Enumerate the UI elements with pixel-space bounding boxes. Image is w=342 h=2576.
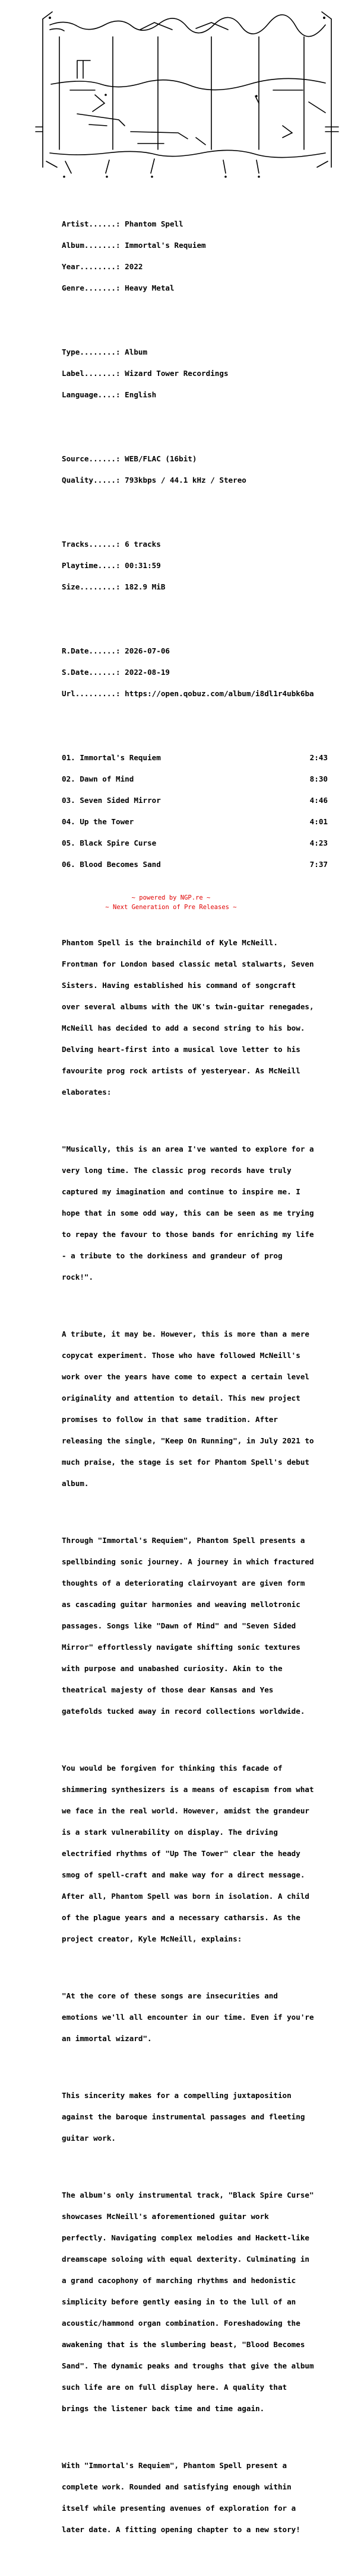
- description-line: a grand cacophony of marching rhythms and hedonistic: [62, 2276, 296, 2285]
- description-line: This sincerity makes for a compelling juxtaposition: [62, 2091, 292, 2100]
- track-title: Seven Sided Mirror: [80, 796, 161, 805]
- genre-label: Genre.......:: [62, 283, 125, 292]
- artist-value: Phantom Spell: [125, 219, 183, 228]
- description-line: smog of spell-craft and make way for a direct message.: [62, 1870, 305, 1879]
- description-line: Sand". The dynamic peaks and troughs that give the album: [62, 2361, 314, 2370]
- description-paragraph: [62, 2448, 335, 2548]
- url-row[interactable]: [62, 690, 335, 697]
- description-line: showcases McNeill's aforementioned guitar work: [62, 2212, 269, 2221]
- tracklist: [62, 740, 335, 882]
- artist-label: Artist......:: [62, 219, 125, 228]
- description-line: very long time. The classic prog records have truly: [62, 1166, 292, 1175]
- description-line: After all, Phantom Spell was born in isolation. A child: [62, 1892, 310, 1901]
- tracks-value: 6 tracks: [125, 540, 161, 549]
- nfo-content: [62, 185, 335, 2576]
- track-row: [62, 818, 328, 825]
- description: [62, 911, 335, 2569]
- description-line: we face in the real world. However, amidst the grandeur: [62, 1806, 310, 1815]
- description-line: against the baroque instrumental passages and fleeting: [62, 2112, 305, 2121]
- description-line: promises to follow in that same tradition. After: [62, 1415, 278, 1424]
- language-value: English: [125, 390, 157, 399]
- track-number: 05.: [62, 839, 80, 847]
- description-line: simplicity before gently easing in to the lull of an: [62, 2297, 296, 2306]
- track-duration: 2:43: [309, 753, 328, 762]
- track-title: Black Spire Curse: [80, 839, 157, 847]
- description-line: "Musically, this is an area I've wanted to explore for a: [62, 1144, 314, 1153]
- track-row: [62, 754, 328, 761]
- description-line: - a tribute to the dorkiness and grandeur of prog: [62, 1251, 283, 1260]
- description-paragraph: [62, 1751, 335, 1957]
- description-line: captured my imagination and continue to inspire me. I: [62, 1187, 300, 1196]
- description-paragraph: [62, 2078, 335, 2156]
- track-duration: 7:37: [309, 860, 328, 869]
- description-line: Frontman for London based classic metal stalwarts, Seven: [62, 959, 314, 968]
- footer-powered-by: ~ powered by NGP.re ~: [131, 894, 211, 901]
- description-line: A tribute, it may be. However, this is more than a mere: [62, 1330, 310, 1338]
- track-number: 04.: [62, 817, 80, 826]
- genre-row: [62, 285, 335, 292]
- record-label-value: Wizard Tower Recordings: [125, 369, 229, 378]
- size-value: 182.9 MiB: [125, 582, 166, 591]
- description-line: releasing the single, "Keep On Running", in July 2021 to: [62, 1436, 314, 1445]
- description-line: is a stark vulnerability on display. The driving: [62, 1828, 278, 1837]
- track-row: [62, 840, 328, 847]
- description-line: emotions we'll all encounter in our time. Even if you're: [62, 2013, 314, 2022]
- year-label: Year........:: [62, 262, 125, 271]
- release-date-value: 2026-07-06: [125, 646, 170, 655]
- record-label-row: [62, 370, 335, 377]
- track-title: Blood Becomes Sand: [80, 860, 161, 869]
- track-title: Dawn of Mind: [80, 774, 134, 783]
- description-line: later date. A fitting opening chapter to a new story!: [62, 2525, 300, 2534]
- size-info-block: [62, 527, 335, 605]
- description-line: elaborates:: [62, 1088, 112, 1096]
- date-info-block: [62, 633, 335, 712]
- description-line: The album's only instrumental track, "Black Spire Curse": [62, 2191, 314, 2199]
- description-line: thoughts of a deteriorating clairvoyant are given form: [62, 1579, 305, 1587]
- description-line: of the plague years and a necessary catharsis. As the: [62, 1913, 300, 1922]
- description-line: rock!".: [62, 1273, 94, 1281]
- description-paragraph: [62, 925, 335, 1110]
- track-duration: 8:30: [309, 774, 328, 783]
- description-paragraph: [62, 1523, 335, 1729]
- release-info-block: [62, 206, 335, 306]
- track-number: 01.: [62, 753, 80, 762]
- track-number: 02.: [62, 774, 80, 783]
- track-duration: 4:23: [309, 839, 328, 847]
- description-line: passages. Songs like "Dawn of Mind" and "Seven Sided: [62, 1621, 296, 1630]
- quality-label: Quality.....:: [62, 476, 125, 484]
- description-line: to repay the favour to those bands for enriching my life: [62, 1230, 314, 1239]
- track-row: [62, 861, 328, 868]
- playtime-value: 00:31:59: [125, 561, 161, 570]
- description-line: With "Immortal's Requiem", Phantom Spell present a: [62, 2461, 287, 2470]
- description-line: spellbinding sonic journey. A journey in which fractured: [62, 1557, 314, 1566]
- tracks-row: [62, 541, 335, 548]
- description-line: copycat experiment. Those who have followed McNeill's: [62, 1351, 300, 1360]
- description-line: hope that in some odd way, this can be seen as me trying: [62, 1209, 314, 1217]
- quality-value: 793kbps / 44.1 kHz / Stereo: [125, 476, 246, 484]
- track-row: [62, 776, 328, 783]
- track-title: Immortal's Requiem: [80, 753, 161, 762]
- ascii-logo-art: [0, 1, 342, 179]
- size-label: Size........:: [62, 582, 125, 591]
- album-row: [62, 242, 335, 249]
- playtime-label: Playtime....:: [62, 561, 125, 570]
- footer: [0, 893, 342, 912]
- street-date-value: 2022-08-19: [125, 668, 170, 677]
- description-paragraph: [62, 1978, 335, 2057]
- album-label: Album.......:: [62, 241, 125, 250]
- description-line: acoustic/hammond organ combination. Foreshadowing the: [62, 2319, 300, 2328]
- track-duration: 4:46: [309, 796, 328, 805]
- source-label: Source......:: [62, 454, 125, 463]
- description-line: You would be forgiven for thinking this facade of: [62, 1764, 283, 1772]
- playtime-row: [62, 562, 335, 569]
- description-line: complete work. Rounded and satisfying enough within: [62, 2482, 292, 2491]
- description-line: favourite prog rock artists of yesteryear. As McNeill: [62, 1066, 300, 1075]
- description-paragraph: [62, 1316, 335, 1501]
- description-line: electrified rhythms of "Up The Tower" clear the heady: [62, 1849, 300, 1858]
- release-date-row: [62, 648, 335, 655]
- description-line: itself while presenting avenues of exploration for a: [62, 2504, 296, 2513]
- release-date-label: R.Date......:: [62, 646, 125, 655]
- description-paragraph: [62, 1131, 335, 1295]
- record-label-label: Label.......:: [62, 369, 125, 378]
- size-row: [62, 584, 335, 591]
- url-link[interactable]: https://open.qobuz.com/album/i8dl1r4ubk6ba: [125, 689, 314, 698]
- description-line: with purpose and unabashed curiosity. Akin to the: [62, 1664, 283, 1673]
- type-row: [62, 349, 335, 356]
- year-value: 2022: [125, 262, 143, 271]
- track-row: [62, 797, 328, 804]
- description-line: gatefolds tucked away in record collections worldwide.: [62, 1707, 305, 1716]
- artist-row: [62, 221, 335, 228]
- description-line: brings the listener back time and time again.: [62, 2404, 265, 2413]
- description-line: "At the core of these songs are insecurities and: [62, 1991, 278, 2000]
- description-line: album.: [62, 1479, 89, 1488]
- description-line: Through "Immortal's Requiem", Phantom Spell presents a: [62, 1536, 305, 1545]
- description-line: guitar work.: [62, 2134, 116, 2143]
- quality-row: [62, 477, 335, 484]
- description-line: an immortal wizard".: [62, 2034, 152, 2043]
- description-line: much praise, the stage is set for Phantom Spell's debut: [62, 1458, 310, 1466]
- url-label: Url.........:: [62, 689, 125, 698]
- type-label: Type........:: [62, 347, 125, 356]
- source-info-block: [62, 441, 335, 498]
- source-value: WEB/FLAC (16bit): [125, 454, 197, 463]
- description-line: awakening that is the slumbering beast, "Blood Becomes: [62, 2340, 305, 2349]
- description-line: Delving heart-first into a musical love letter to his: [62, 1045, 300, 1054]
- description-line: Mirror" effortlessly navigate shifting sonic textures: [62, 1643, 300, 1652]
- language-row: [62, 391, 335, 398]
- description-line: project creator, Kyle McNeill, explains:: [62, 1934, 242, 1943]
- year-row: [62, 263, 335, 270]
- description-line: shimmering synthesizers is a means of escapism from what: [62, 1785, 314, 1794]
- description-line: dreamscape soloing with equal dexterity. Culminating in: [62, 2255, 310, 2263]
- track-number: 06.: [62, 860, 80, 869]
- description-line: work over the years have come to expect a certain level: [62, 1372, 310, 1381]
- language-label: Language....:: [62, 390, 125, 399]
- type-value: Album: [125, 347, 148, 356]
- description-line: perfectly. Navigating complex melodies and Hackett-like: [62, 2233, 310, 2242]
- description-line: as cascading guitar harmonies and weaving mellotronic: [62, 1600, 300, 1609]
- description-line: Sisters. Having established his command of songcraft: [62, 981, 296, 990]
- street-date-label: S.Date......:: [62, 668, 125, 677]
- description-paragraph: [62, 2178, 335, 2427]
- street-date-row: [62, 669, 335, 676]
- track-duration: 4:01: [309, 817, 328, 826]
- footer-tagline: ~ Next Generation of Pre Releases ~: [105, 904, 237, 911]
- format-info-block: [62, 334, 335, 413]
- description-line: over several albums with the UK's twin-guitar renegades,: [62, 1002, 314, 1011]
- tracks-label: Tracks......:: [62, 540, 125, 549]
- track-number: 03.: [62, 796, 80, 805]
- genre-value: Heavy Metal: [125, 283, 175, 292]
- description-line: Phantom Spell is the brainchild of Kyle McNeill.: [62, 938, 278, 947]
- album-value: Immortal's Requiem: [125, 241, 206, 250]
- description-line: McNeill has decided to add a second string to his bow.: [62, 1024, 305, 1032]
- track-title: Up the Tower: [80, 817, 134, 826]
- description-line: originality and attention to detail. This new project: [62, 1394, 300, 1402]
- description-line: such life are on full display here. A quality that: [62, 2383, 287, 2392]
- source-row: [62, 455, 335, 463]
- description-line: theatrical majesty of those dear Kansas and Yes: [62, 1685, 274, 1694]
